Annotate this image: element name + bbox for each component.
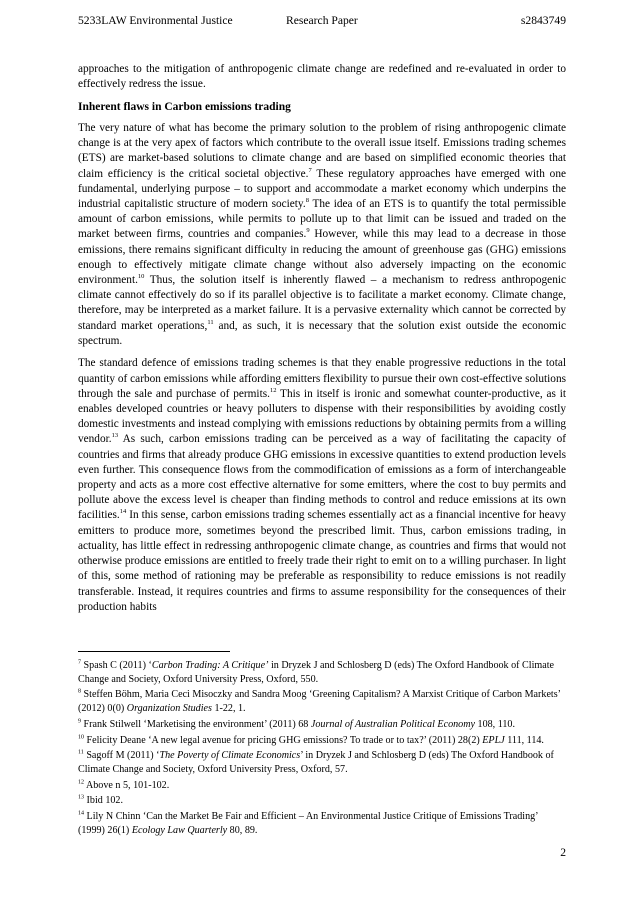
- footnote-item: [78, 734, 566, 748]
- p1-text-4: However, while this may lead to a decrease in those emissions, there remains significant difficulty in reducing the amount of greenhouse gas (GHG) emissions enough to effectively mitigate climate change without also adversely impacting on the economic environment.: [78, 228, 566, 286]
- footnote-ref[interactable]: 13: [111, 432, 119, 440]
- p1-text-6: and, as such, it is necessary that the solution exist outside the economic spectrum.: [78, 319, 566, 347]
- footnote-ref[interactable]: 12: [269, 387, 277, 395]
- footnote-ref[interactable]: 14: [119, 508, 127, 516]
- footnote-text: Lily N Chinn ‘Can the Market Be Fair and Efficient – An Environmental Justice Critique of Emissions Trading’ (1999) 26(1): [78, 811, 538, 836]
- footnote-italic: Ecology Law Quarterly: [131, 824, 228, 836]
- footnote-item: [78, 749, 566, 776]
- footnote-number: 7: [78, 659, 81, 666]
- p2-text-3: As such, carbon emissions trading can be perceived as a way of facilitating the capacity of countries and firms that already produce GHG emissions in excessive quantities to extend production levels even further. This consequence flows from the commodification of emissions as a form of interchangeable property and acts as a more cost effective alternative for some emitters, where the cost to buy permits and pollute above the excess level is cheaper than finding methods to control and reduce emissions at its own facilities.: [78, 433, 566, 522]
- footnote-item: [78, 718, 566, 732]
- intro-paragraph: approaches to the mitigation of anthropogenic climate change are redefined and re-evaluated in order to effectively redress the issue.: [78, 63, 566, 91]
- footnote-text: ’ in Dryzek J and Schlosberg D (eds) The Oxford Handbook of Climate Change and Society, Oxford University Press, Oxford, 57.: [78, 750, 554, 775]
- footnote-ref[interactable]: 7: [308, 166, 312, 174]
- footnote-italic: Organization Studies: [126, 703, 212, 715]
- footnote-number: 8: [78, 689, 81, 696]
- footnote-number: 10: [78, 734, 84, 741]
- footnotes: [78, 659, 566, 839]
- footnote-text: 80, 89.: [227, 824, 258, 836]
- footnote-text: 111, 114.: [504, 734, 544, 746]
- header-doc-type: Research Paper: [286, 14, 358, 27]
- footnote-text: 108, 110.: [475, 718, 516, 730]
- p2-text-4: In this sense, carbon emissions trading schemes essentially act as a financial incentive for heavy emitters to produce more, sometimes beyond the prescribed limit. Thus, carbon emissions trading, in actuality, has little effect in redressing anthropogenic climate change, as countries and firms that would not otherwise produce emissions are entitled to freely trade their right to emit on to a willing purchaser. In light of this, some method of rationing may be preferable as responsibility to reduce emissions is not readily transferable. Instead, it requires countries and firms to assume responsibility for the consequences of their production habits: [78, 509, 566, 613]
- footnote-ref[interactable]: 11: [207, 318, 214, 326]
- footnote-text: 1-22, 1.: [211, 703, 246, 715]
- footnote-text: Frank Stilwell ‘Marketising the environment’ (2011) 68: [83, 718, 311, 730]
- footnote-text: Sagoff M (2011) ‘: [86, 750, 160, 762]
- footnote-item: [78, 810, 566, 837]
- footnote-text: Steffen Böhm, Maria Ceci Misoczky and Sandra Moog ‘Greening Capitalism? A Marxist Critique of Carbon Markets’ (2012) 0(0): [78, 689, 561, 715]
- footnote-ref[interactable]: 10: [137, 273, 145, 281]
- footnote-italic: The Poverty of Climate Economics: [159, 750, 301, 762]
- footnote-text: Above n 5, 101-102.: [85, 779, 170, 791]
- footnote-ref[interactable]: 9: [306, 227, 310, 235]
- footnote-number: 12: [78, 779, 84, 786]
- running-header: [78, 14, 566, 28]
- p1-text-1: The very nature of what has become the primary solution to the problem of rising anthropogenic climate change is at the very apex of factors which contribute to the overall issue itself. Emissions trading schemes (ETS) are market-based solutions to climate change and are based on simplified economic theories that claim efficiency is the critical societal objective.: [78, 121, 566, 180]
- footnote-item: [78, 659, 566, 686]
- header-student-id: s2843749: [520, 14, 566, 27]
- footnote-italic: Carbon Trading: A Critique’: [151, 660, 269, 671]
- footnote-ref[interactable]: 8: [305, 197, 309, 205]
- footnote-number: 14: [78, 810, 84, 817]
- page-number: 2: [560, 846, 566, 859]
- footnote-text: in Dryzek J and Schlosberg D (eds) The Oxford Handbook of Climate Change and Society, Oxford University Press, Oxford, 550.: [78, 660, 554, 685]
- footnote-item: [78, 779, 566, 793]
- footnote-number: 9: [78, 718, 81, 725]
- footnote-text: Felicity Deane ‘A new legal avenue for pricing GHG emissions? To trade or to tax?’ (2011) 28(2): [86, 734, 483, 746]
- footnote-item: [78, 688, 566, 715]
- section-heading: Inherent flaws in Carbon emissions trading: [78, 100, 291, 113]
- footnote-text: Spash C (2011) ‘: [83, 660, 152, 671]
- footnote-item: [78, 794, 566, 808]
- footnote-number: 13: [78, 794, 84, 801]
- footnote-italic: Journal of Australian Political Economy: [310, 718, 475, 730]
- p2-text-1: The standard defence of emissions trading schemes is that they enable progressive reductions in the total quantity of carbon emissions while affording emitters flexibility to pursue their own cost-effective solutions through the sale and purchase of permits.: [78, 357, 566, 400]
- paragraph-1: [78, 121, 566, 349]
- body-text: [78, 62, 566, 622]
- footnote-italic: EPLJ: [482, 734, 505, 746]
- paragraph-2: [78, 356, 566, 614]
- p1-text-2: These regulatory approaches have emerged with one fundamental, underlying purpose – to support and accommodate a market economy which underpins the industrial capitalistic structure of modern society.: [78, 167, 566, 210]
- footnote-separator: [78, 651, 230, 652]
- p1-text-5: Thus, the solution itself is inherently flawed – a mechanism to redress anthropogenic climate cannot effectively do so if its parallel objective is to facilitate a market economy. Climate change, therefore, may be interpreted as a market failure. It is a pervasive externality which cannot be corrected by standard market operations,: [78, 273, 566, 332]
- footnote-text: Ibid 102.: [86, 795, 123, 807]
- p2-text-2: This in itself is ironic and somewhat counter-productive, as it enables developed countries or heavy polluters to dispense with their responsibilities by avoiding costly domestic investments and instead complying with emissions reductions by obtaining permits from a willing vendor.: [78, 387, 567, 446]
- header-course: 5233LAW Environmental Justice: [78, 14, 233, 27]
- footnote-number: 11: [78, 749, 84, 756]
- p1-text-3: The idea of an ETS is to quantify the total permissible amount of carbon emissions, while permits to pollute up to that limit can be issued and traded on the market between firms, countries and companies.: [78, 197, 566, 241]
